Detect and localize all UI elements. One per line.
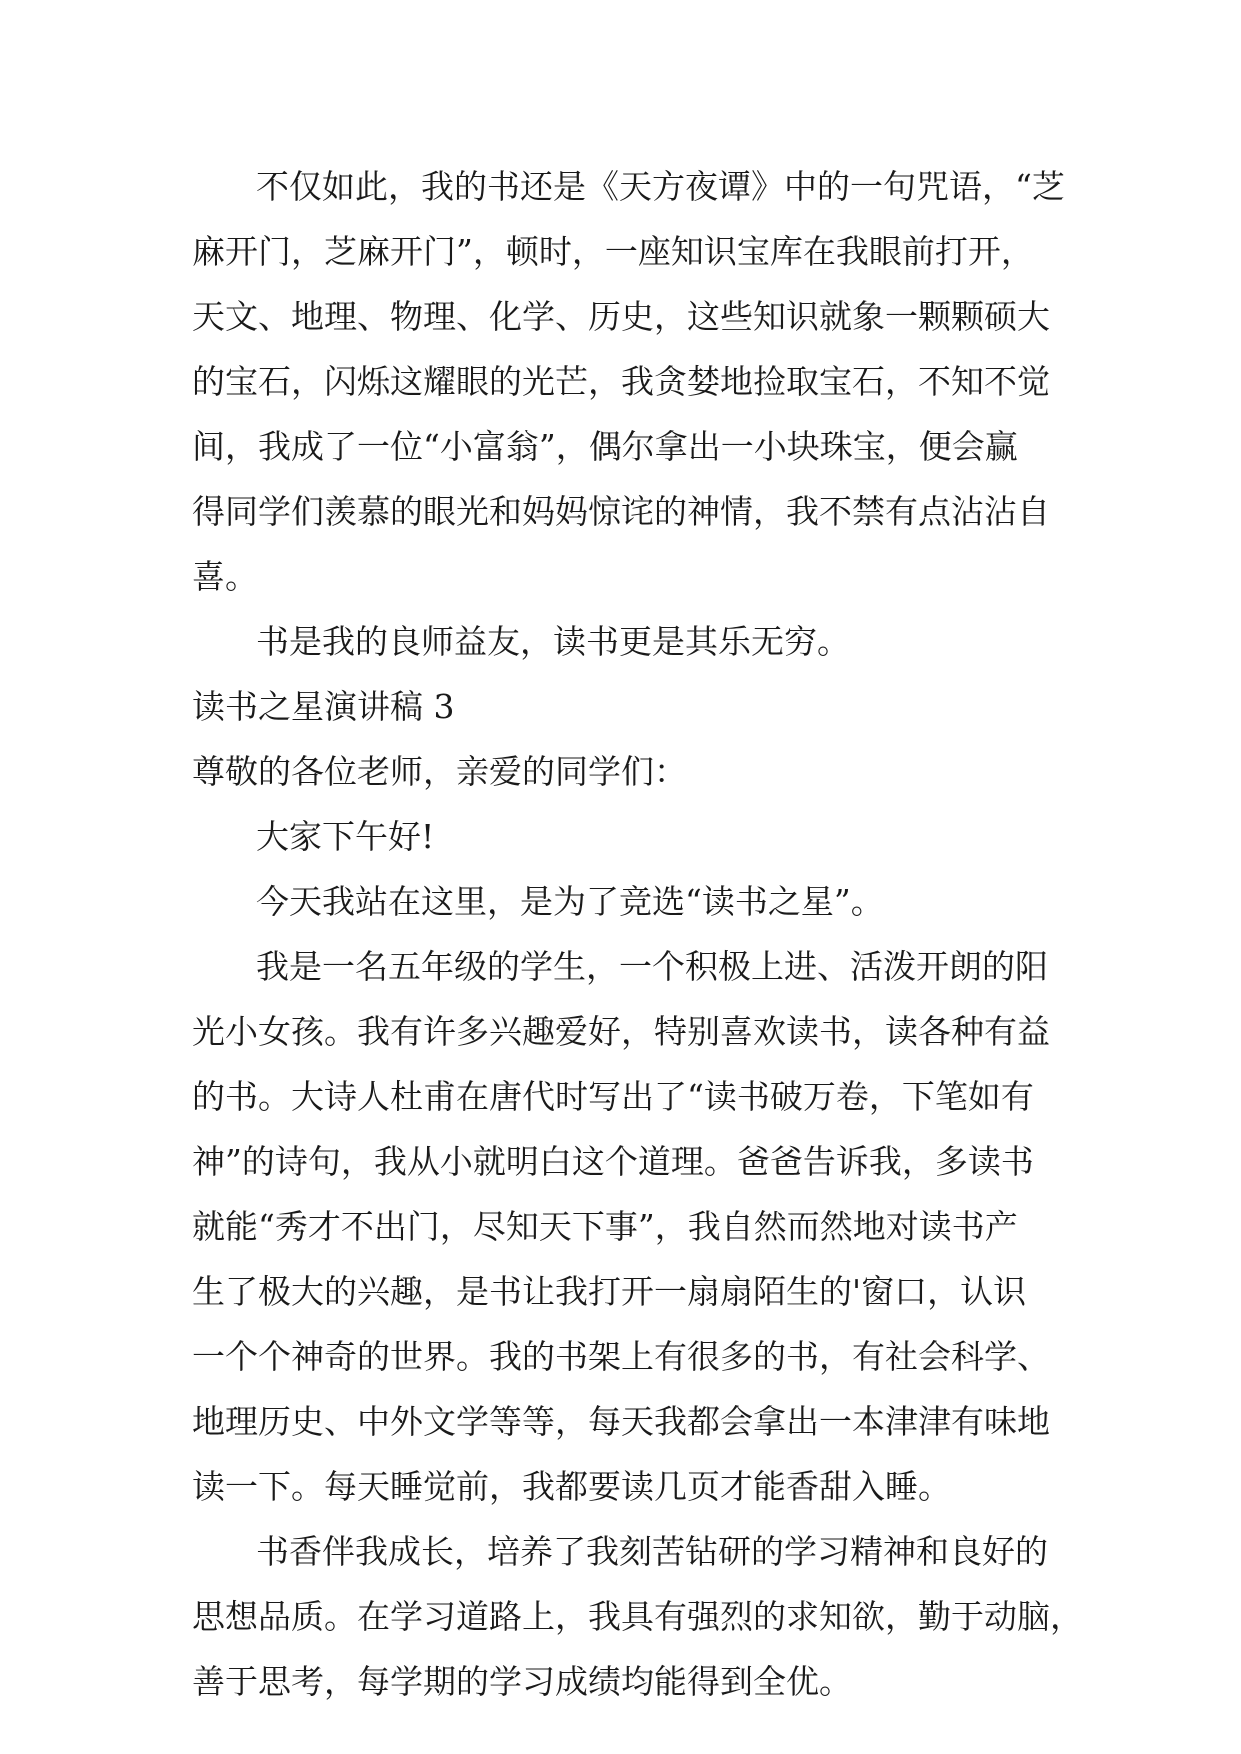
text-line: 间，我成了一位“小富翁”，偶尔拿出一小块珠宝，便会赢 (192, 427, 1018, 466)
text-line: 生了极大的兴趣，是书让我打开一扇扇陌生的'窗口，认识 (192, 1272, 1027, 1311)
text-line: 书是我的良师益友，读书更是其乐无穷。 (256, 622, 850, 661)
text-line: 的宝石，闪烁这耀眼的光芒，我贪婪地捡取宝石，不知不觉 (192, 362, 1050, 401)
greeting: 大家下午好! (256, 817, 435, 856)
text-line: 思想品质。在学习道路上，我具有强烈的求知欲，勤于动脑， (192, 1597, 1083, 1636)
text-line: 不仅如此，我的书还是《天方夜谭》中的一句咒语，“芝 (256, 167, 1065, 206)
text-line: 喜。 (192, 557, 258, 596)
text-line: 就能“秀才不出门，尽知天下事”，我自然而然地对读书产 (192, 1207, 1018, 1246)
text-line: 的书。大诗人杜甫在唐代时写出了“读书破万卷，下笔如有 (192, 1077, 1034, 1116)
text-line: 读一下。每天睡觉前，我都要读几页才能香甜入睡。 (192, 1467, 951, 1506)
text-line: 一个个神奇的世界。我的书架上有很多的书，有社会科学、 (192, 1337, 1050, 1376)
section-heading: 读书之星演讲稿 3 (192, 687, 455, 726)
text-line: 得同学们羡慕的眼光和妈妈惊诧的神情，我不禁有点沾沾自 (192, 492, 1050, 531)
text-line: 麻开门，芝麻开门”，顿时，一座知识宝库在我眼前打开， (192, 232, 1034, 271)
text-line: 光小女孩。我有许多兴趣爱好，特别喜欢读书，读各种有益 (192, 1012, 1050, 1051)
text-line: 善于思考，每学期的学习成绩均能得到全优。 (192, 1662, 852, 1701)
text-line: 书香伴我成长，培养了我刻苦钻研的学习精神和良好的 (256, 1532, 1048, 1571)
text-line: 神”的诗句，我从小就明白这个道理。爸爸告诉我，多读书 (192, 1142, 1034, 1181)
text-line: 今天我站在这里，是为了竞选“读书之星”。 (256, 882, 884, 921)
text-line: 我是一名五年级的学生，一个积极上进、活泼开朗的阳 (256, 947, 1048, 986)
text-line: 天文、地理、物理、化学、历史，这些知识就象一颗颗硕大 (192, 297, 1050, 336)
salutation: 尊敬的各位老师，亲爱的同学们： (192, 752, 687, 791)
text-line: 地理历史、中外文学等等，每天我都会拿出一本津津有味地 (192, 1402, 1050, 1441)
